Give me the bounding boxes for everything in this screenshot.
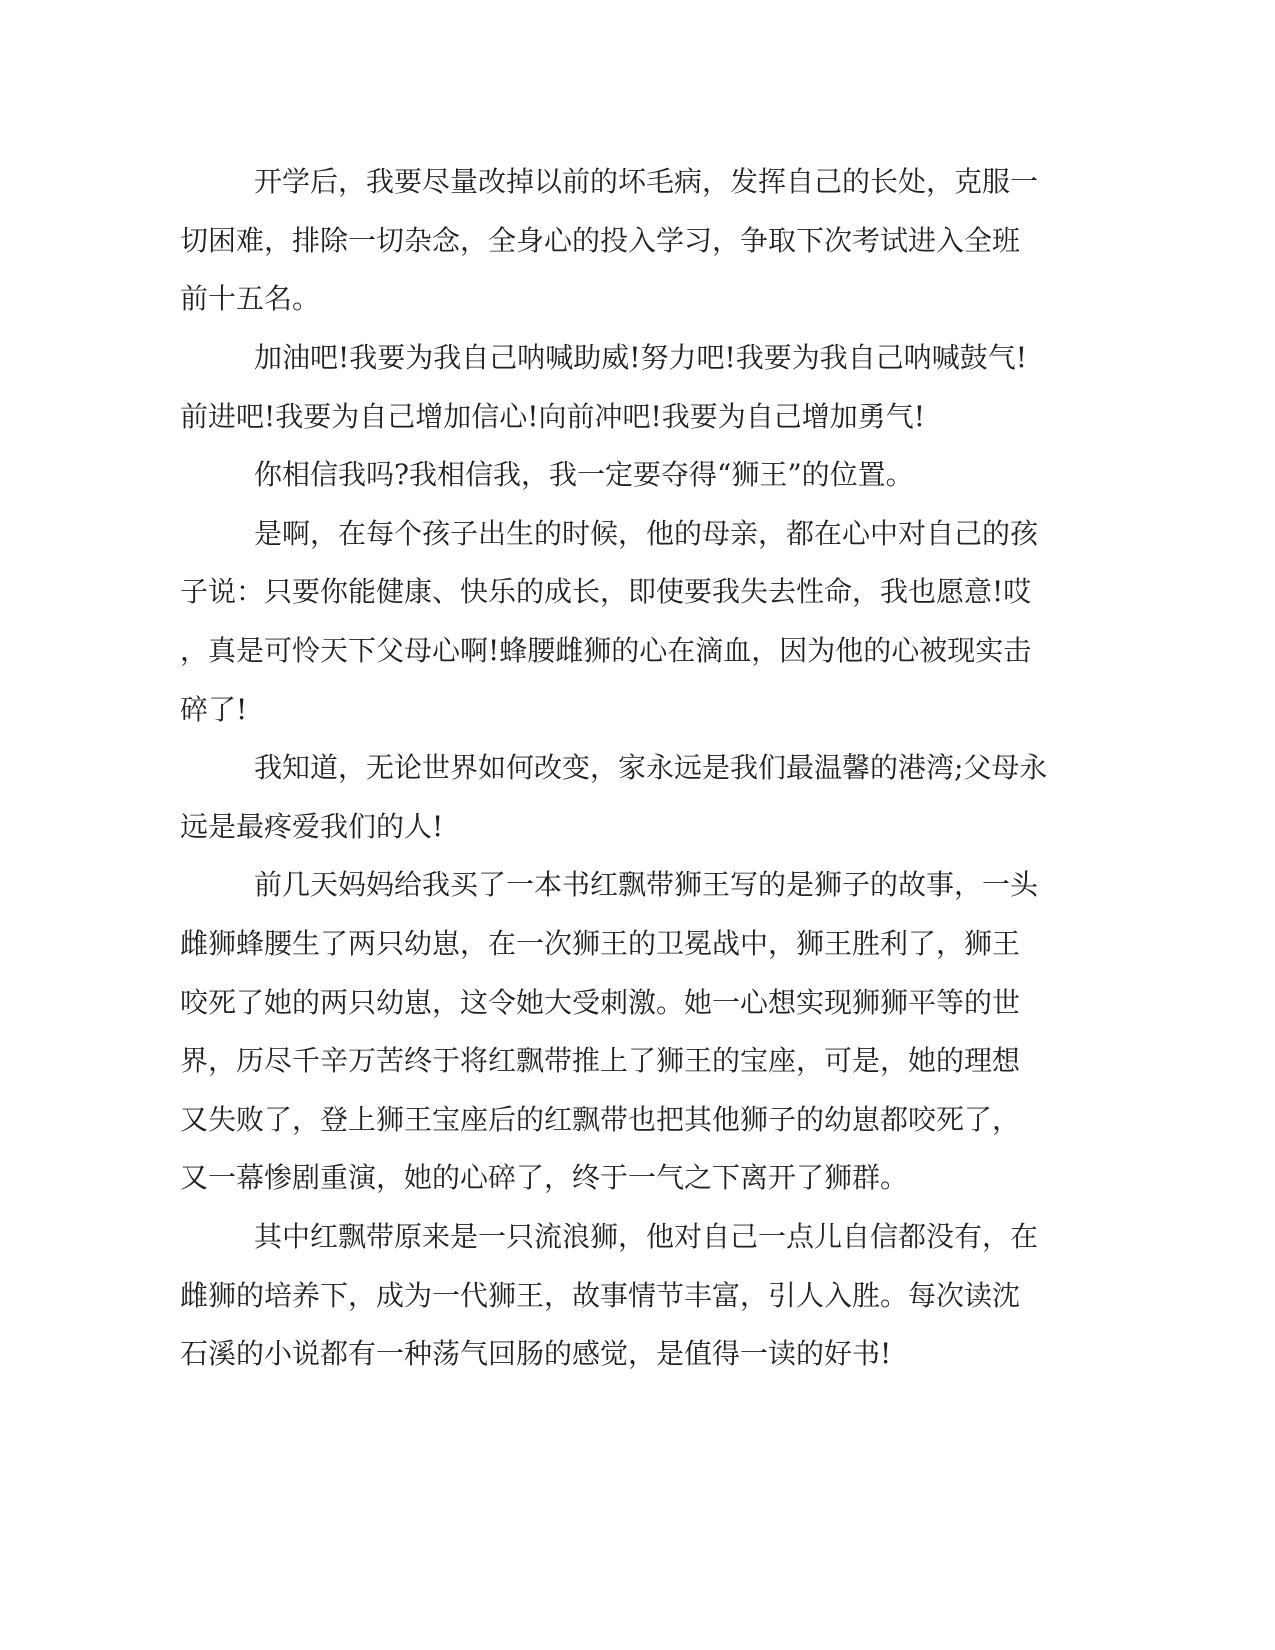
text-line: 子说：只要你能健康、快乐的成长，即使要我失去性命，我也愿意!哎	[180, 575, 1032, 608]
text-line: 开学后，我要尽量改掉以前的坏毛病，发挥自己的长处，克服一	[254, 165, 1039, 198]
text-line: 雌狮蜂腰生了两只幼崽，在一次狮王的卫冕战中，狮王胜利了，狮王	[180, 927, 1021, 960]
text-line: 你相信我吗?我相信我，我一定要夺得“狮王”的位置。	[254, 458, 914, 491]
text-line: 碎了!	[180, 693, 248, 726]
text-line: 加油吧!我要为我自己呐喊助威!努力吧!我要为我自己呐喊鼓气!	[254, 341, 1028, 374]
text-line: 前几天妈妈给我买了一本书红飘带狮王写的是狮子的故事，一头	[254, 868, 1039, 901]
text-line: 其中红飘带原来是一只流浪狮，他对自己一点儿自信都没有，在	[254, 1220, 1039, 1253]
text-line: 又失败了，登上狮王宝座后的红飘带也把其他狮子的幼崽都咬死了，	[180, 1103, 1021, 1136]
text-line: 前进吧!我要为自己增加信心!向前冲吧!我要为自己增加勇气!	[180, 400, 926, 433]
text-line: 切困难，排除一切杂念，全身心的投入学习，争取下次考试进入全班	[180, 224, 1021, 257]
text-line: 咬死了她的两只幼崽，这令她大受刺激。她一心想实现狮狮平等的世	[180, 986, 1021, 1019]
text-line: 又一幕惨剧重演，她的心碎了，终于一气之下离开了狮群。	[180, 1161, 909, 1194]
text-line: 雌狮的培养下，成为一代狮王，故事情节丰富，引人入胜。每次读沈	[180, 1279, 1021, 1312]
text-line: 我知道，无论世界如何改变，家永远是我们最温馨的港湾;父母永	[254, 751, 1048, 784]
text-line: 是啊，在每个孩子出生的时候，他的母亲，都在心中对自己的孩	[254, 517, 1039, 550]
text-line: 石溪的小说都有一种荡气回肠的感觉，是值得一读的好书!	[180, 1337, 892, 1370]
text-line: 前十五名。	[180, 282, 321, 315]
text-line: 远是最疼爱我们的人!	[180, 810, 444, 843]
text-line: 界，历尽千辛万苦终于将红飘带推上了狮王的宝座，可是，她的理想	[180, 1044, 1021, 1077]
text-line: ，真是可怜天下父母心啊!蜂腰雌狮的心在滴血，因为他的心被现实击	[180, 634, 1032, 667]
